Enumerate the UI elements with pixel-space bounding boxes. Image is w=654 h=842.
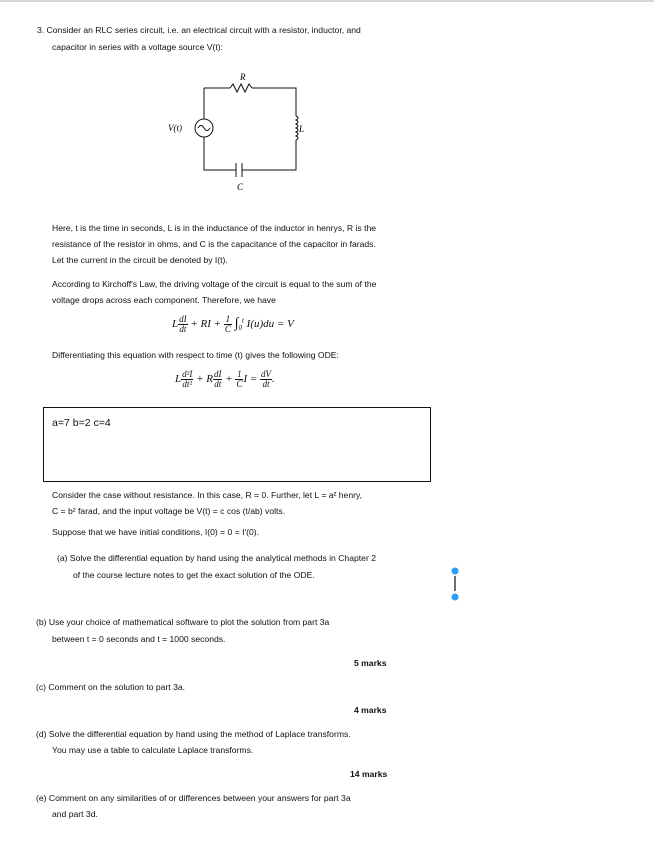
part-e-line-1: (e) Comment on any similarities of or differences between your answers for part 3a <box>36 793 351 803</box>
rlc-ode-equation: L $\frac{\text{d²I}}{\text{dt²}}$ + R $\frac{dI}{dt}$ + $\frac{1}{C}$ I = $\frac{dV}{dt}$ . <box>175 369 275 389</box>
capacitor-symbol <box>236 163 242 177</box>
definitions-line-3: Let the current in the circuit be denoted by I(t). <box>52 255 228 265</box>
parameters-text: a=7 b=2 c=4 <box>52 417 111 429</box>
part-b-line-2: between t = 0 seconds and t = 1000 seconds. <box>52 634 226 644</box>
definitions-line-2: resistance of the resistor in ohms, and C is the capacitance of the capacitor in farads. <box>52 239 376 249</box>
part-c-marks: 4 marks <box>354 705 387 715</box>
rlc-circuit-diagram <box>160 66 310 196</box>
question-intro-line-1: 3. Consider an RLC series circuit, i.e. an electrical circuit with a resistor, inductor, and <box>37 25 361 35</box>
resistor-label: R <box>240 72 246 82</box>
wire-bottom-right <box>242 140 296 170</box>
capacitor-label: C <box>237 182 244 192</box>
part-e-line-2: and part 3d. <box>52 809 98 819</box>
kirchoff-line-2: voltage drops across each component. Therefore, we have <box>52 295 276 305</box>
wire-bottom-left <box>204 137 236 170</box>
part-a-line-2: of the course lecture notes to get the exact solution of the ODE. <box>73 570 315 580</box>
case-line-2: C = b² farad, and the input voltage be V(t) = c cos (t/ab) volts. <box>52 506 286 516</box>
part-d-line-2: You may use a table to calculate Laplace transforms. <box>52 745 254 755</box>
scroll-marker-icon[interactable] <box>449 565 461 605</box>
part-c-line-1: (c) Comment on the solution to part 3a. <box>36 682 186 692</box>
inductor-symbol <box>296 116 298 140</box>
part-d-marks: 14 marks <box>350 769 388 779</box>
part-b-marks: 5 marks <box>354 658 387 668</box>
part-b-line-1: (b) Use your choice of mathematical software to plot the solution from part 3a <box>36 617 330 627</box>
case-line-1: Consider the case without resistance. In this case, R = 0. Further, let L = a² henry, <box>52 490 363 500</box>
part-d-line-1: (d) Solve the differential equation by hand using the method of Laplace transforms. <box>36 729 351 739</box>
parameters-box <box>43 407 431 482</box>
top-border <box>0 0 654 2</box>
differentiate-line: Differentiating this equation with respect to time (t) gives the following ODE: <box>52 350 339 360</box>
kirchoff-integral-equation: L $\frac{dI}{dt}$ + RI + $\frac{1}{C}$ $\int_0^t$ I(u)du = V <box>172 314 294 334</box>
source-label: V(t) <box>168 123 182 133</box>
resistor-symbol <box>230 84 252 92</box>
part-a-line-1: (a) Solve the differential equation by hand using the analytical methods in Chapter 2 <box>57 553 376 563</box>
wire-top-right <box>252 88 296 116</box>
kirchoff-line-1: According to Kirchoff's Law, the driving voltage of the circuit is equal to the sum of the <box>52 279 377 289</box>
case-line-3: Suppose that we have initial conditions, I(0) = 0 = I′(0). <box>52 527 260 537</box>
question-intro-line-2: capacitor in series with a voltage source V(t): <box>52 42 223 52</box>
inductor-label: L <box>299 124 305 134</box>
definitions-line-1: Here, t is the time in seconds, L is in the inductance of the inductor in henrys, R is the <box>52 223 377 233</box>
